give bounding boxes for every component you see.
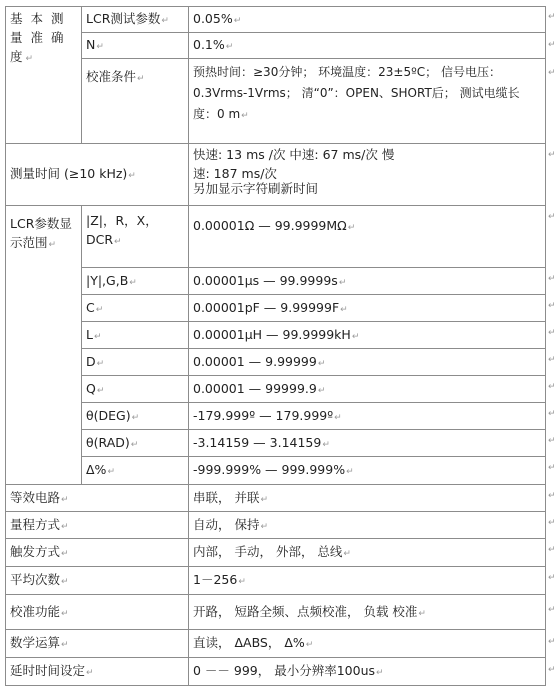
row-end-mark-icon: ↵: [548, 637, 556, 647]
spec-value: 自动， 保持: [193, 516, 260, 532]
range-param-cell: [82, 430, 189, 457]
cell-mark-icon: ↵: [131, 412, 140, 423]
range-param: Δ%: [86, 462, 107, 477]
table-row: [6, 595, 546, 630]
table-row: [6, 33, 546, 59]
cell-mark-icon: ↵: [305, 640, 314, 650]
range-value: -999.999% — 999.999%: [193, 462, 346, 477]
range-value: 0.00001Ω — 99.9999MΩ: [193, 218, 347, 233]
range-value-cell: [189, 349, 546, 376]
table-row: [6, 567, 546, 595]
range-param-cell: [82, 403, 189, 430]
spec-label: 平均次数: [10, 572, 61, 587]
range-value: -3.14159 — 3.14159: [193, 434, 322, 450]
cell-mark-icon: ↵: [260, 494, 269, 505]
table-row: [6, 59, 546, 144]
table-row: [6, 539, 546, 567]
spec-value-cell: [189, 485, 546, 512]
cell-mark-icon: ↵: [93, 331, 102, 342]
table-row: [6, 322, 546, 349]
meas-time-value-cell: [189, 144, 546, 206]
range-param-cell: [82, 457, 189, 485]
spec-label-cell: [6, 630, 189, 658]
range-value: -179.999º — 179.999º: [193, 407, 334, 423]
range-value-cell: [189, 457, 546, 485]
row-end-mark-icon: ↵: [548, 68, 556, 78]
row-end-mark-icon: ↵: [548, 328, 556, 338]
calib-label: 校准条件: [86, 69, 137, 84]
spec-label-cell: [6, 512, 189, 539]
n-label: N: [86, 37, 96, 52]
row-end-mark-icon: ↵: [548, 40, 556, 50]
spec-value: 0 －－ 999， 最小分辨率100us: [193, 663, 376, 678]
table-row: [6, 658, 546, 686]
range-param-cell: [82, 268, 189, 295]
spec-value: 1－256: [193, 572, 238, 587]
spec-value-cell: [189, 658, 546, 686]
spec-value-cell: [189, 595, 546, 630]
range-value: 0.00001 — 99999.9: [193, 380, 317, 396]
spec-label: 触发方式: [10, 544, 61, 559]
table-row: [6, 630, 546, 658]
spec-label: 等效电路: [10, 489, 61, 505]
spec-table-container: [5, 6, 545, 686]
table-row: [6, 206, 546, 268]
spec-label: 校准功能: [10, 603, 61, 619]
n-label-cell: [82, 33, 189, 59]
cell-mark-icon: ↵: [161, 16, 169, 26]
cell-mark-icon: ↵: [238, 577, 246, 587]
lcr-param-label-cell: [82, 7, 189, 33]
table-row: [6, 430, 546, 457]
spec-value-cell: [189, 630, 546, 658]
range-value: 0.00001μs — 99.9999s: [193, 272, 338, 288]
spec-label: 量程方式: [10, 516, 61, 532]
cell-mark-icon: ↵: [61, 577, 69, 587]
lcr-param-label: LCR测试参数: [86, 11, 161, 26]
cell-mark-icon: ↵: [233, 16, 242, 26]
spec-value: 内部， 手动， 外部， 总线: [193, 544, 343, 559]
spec-label-cell: [6, 567, 189, 595]
lcr-param-value: 0.05%: [193, 11, 233, 26]
n-value-cell: [189, 33, 546, 59]
meas-time-line3: 另加显示字符刷新时间: [193, 181, 319, 196]
n-value: 0.1%: [193, 37, 225, 52]
cell-mark-icon: ↵: [317, 385, 326, 396]
table-row: [6, 457, 546, 485]
cell-mark-icon: ↵: [25, 54, 36, 64]
cell-mark-icon: ↵: [260, 521, 269, 532]
range-param-cell: [82, 295, 189, 322]
range-param-cell: [82, 322, 189, 349]
row-end-mark-icon: ↵: [548, 463, 556, 473]
row-end-mark-icon: ↵: [548, 491, 556, 501]
cell-mark-icon: ↵: [95, 304, 104, 315]
cell-mark-icon: ↵: [61, 640, 69, 650]
row-end-mark-icon: ↵: [548, 545, 556, 555]
cell-mark-icon: ↵: [346, 467, 354, 477]
row-end-mark-icon: ↵: [548, 665, 556, 675]
cell-mark-icon: ↵: [340, 304, 348, 315]
table-row: [6, 376, 546, 403]
range-param: Q: [86, 380, 96, 396]
table-row: [6, 7, 546, 33]
cell-mark-icon: ↵: [96, 385, 105, 396]
row-end-mark-icon: ↵: [548, 409, 556, 419]
range-value: 0.00001μH — 99.9999kH: [193, 326, 351, 342]
cell-mark-icon: ↵: [96, 42, 104, 52]
range-value: 0.00001 — 9.99999: [193, 353, 317, 369]
cell-mark-icon: ↵: [129, 277, 137, 288]
cell-mark-icon: ↵: [322, 439, 330, 450]
cell-mark-icon: ↵: [241, 111, 249, 121]
range-value-cell: [189, 268, 546, 295]
cell-mark-icon: ↵: [61, 549, 69, 559]
cell-mark-icon: ↵: [61, 521, 69, 532]
range-param: θ(RAD): [86, 434, 130, 450]
range-value-cell: [189, 430, 546, 457]
cell-mark-icon: ↵: [130, 439, 139, 450]
row-end-mark-icon: ↵: [548, 12, 556, 22]
spec-value-cell: [189, 539, 546, 567]
spec-value-cell: [189, 567, 546, 595]
table-row: [6, 144, 546, 206]
lcr-param-value-cell: [189, 7, 546, 33]
cell-mark-icon: ↵: [48, 240, 57, 250]
spec-value: 直读， ΔABS， Δ%: [193, 635, 305, 650]
meas-time-label: 测量时间 (≥10 kHz): [10, 166, 128, 181]
cell-mark-icon: ↵: [418, 608, 426, 619]
range-value: 0.00001pF — 9.99999F: [193, 299, 340, 315]
range-param: θ(DEG): [86, 407, 131, 423]
row-end-mark-icon: ↵: [548, 301, 556, 311]
spec-label-cell: [6, 539, 189, 567]
meas-time-line2: 速: 187 ms/次: [193, 166, 277, 181]
range-value-cell: [189, 376, 546, 403]
range-param-cell: [82, 206, 189, 268]
row-end-mark-icon: ↵: [548, 573, 556, 583]
cell-mark-icon: ↵: [376, 668, 384, 678]
cell-mark-icon: ↵: [343, 549, 351, 559]
spec-label-cell: [6, 595, 189, 630]
calib-label-cell: [82, 59, 189, 144]
range-value-cell: [189, 206, 546, 268]
spec-value: 开路， 短路全频、点频校准， 负载 校准: [193, 603, 418, 619]
range-param: |Y|,G,B: [86, 272, 129, 288]
range-param: D: [86, 353, 96, 369]
cell-mark-icon: ↵: [114, 237, 122, 247]
cell-mark-icon: ↵: [225, 42, 234, 52]
spec-label: 数学运算: [10, 635, 61, 650]
range-param: C: [86, 299, 95, 315]
lcr-range-label-cell: [6, 206, 82, 485]
table-row: [6, 485, 546, 512]
spec-value-cell: [189, 512, 546, 539]
cell-mark-icon: ↵: [334, 412, 342, 423]
calib-value: 预热时间：≥30分钟； 环境温度：23±5ºC； 信号电压：0.3Vrms-1Vrms； 清“0”：OPEN、SHORT后； 测试电缆长度：0 m: [193, 65, 520, 121]
spec-value: 串联， 并联: [193, 489, 260, 505]
row-end-mark-icon: ↵: [548, 150, 556, 160]
range-param: |Z|，R，X，DCR: [86, 213, 158, 247]
basic-accuracy-label: 基 本 测 量 准 确 度: [10, 11, 66, 64]
row-end-mark-icon: ↵: [548, 518, 556, 528]
row-end-mark-icon: ↵: [548, 382, 556, 392]
cell-mark-icon: ↵: [107, 467, 115, 477]
cell-mark-icon: ↵: [61, 608, 69, 619]
row-end-mark-icon: ↵: [548, 436, 556, 446]
row-end-mark-icon: ↵: [548, 212, 556, 222]
cell-mark-icon: ↵: [338, 277, 347, 288]
range-param-cell: [82, 376, 189, 403]
cell-mark-icon: ↵: [86, 668, 94, 678]
cell-mark-icon: ↵: [347, 223, 356, 233]
cell-mark-icon: ↵: [128, 171, 136, 181]
spec-table: [5, 6, 546, 686]
spec-label-cell: [6, 485, 189, 512]
meas-time-line1: 快速: 13 ms /次 中速: 67 ms/次 慢: [193, 147, 395, 162]
lcr-range-label: LCR参数显示范围: [10, 216, 72, 250]
table-row: [6, 349, 546, 376]
range-value-cell: [189, 403, 546, 430]
table-row: [6, 268, 546, 295]
cell-mark-icon: ↵: [96, 358, 105, 369]
row-end-mark-icon: ↵: [548, 355, 556, 365]
basic-accuracy-label-cell: [6, 7, 82, 144]
row-end-mark-icon: ↵: [548, 605, 556, 615]
range-param: L: [86, 326, 93, 342]
range-value-cell: [189, 295, 546, 322]
table-row: [6, 512, 546, 539]
cell-mark-icon: ↵: [351, 331, 360, 342]
range-param-cell: [82, 349, 189, 376]
cell-mark-icon: ↵: [317, 358, 326, 369]
row-end-mark-icon: ↵: [548, 274, 556, 284]
meas-time-label-cell: [6, 144, 189, 206]
range-value-cell: [189, 322, 546, 349]
table-row: [6, 295, 546, 322]
cell-mark-icon: ↵: [137, 74, 145, 84]
spec-label: 延时时间设定: [10, 663, 86, 678]
spec-label-cell: [6, 658, 189, 686]
cell-mark-icon: ↵: [61, 494, 69, 505]
table-row: [6, 403, 546, 430]
calib-value-cell: [189, 59, 546, 144]
